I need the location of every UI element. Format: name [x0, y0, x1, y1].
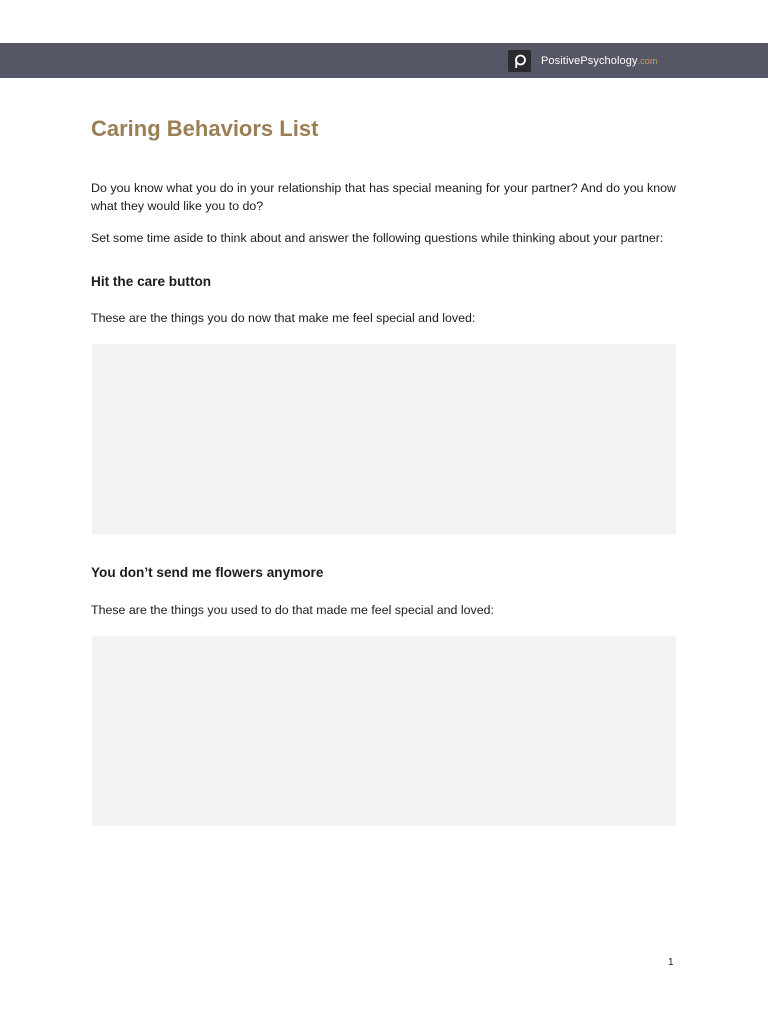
brand-tld: .com [637, 56, 658, 66]
section-prompt-care-button: These are the things you do now that make me feel special and loved: [91, 311, 476, 325]
brand-logo-link[interactable] [508, 50, 657, 72]
instruction-paragraph: Set some time aside to think about and answer the following questions while thinking about your partner: [91, 231, 664, 245]
header-bar [0, 43, 768, 78]
section-heading-flowers: You don’t send me flowers anymore [91, 565, 324, 580]
intro-paragraph: Do you know what you do in your relationship that has special meaning for your partner? And do you know what they would like you to do? [91, 181, 676, 213]
document-title: Caring Behaviors List [91, 116, 319, 141]
brand-name-main: PositivePsychology [541, 55, 638, 67]
answer-field-care-button[interactable] [92, 344, 676, 534]
section-prompt-flowers: These are the things you used to do that made me feel special and loved: [91, 603, 494, 617]
positive-psychology-p-logo-icon [508, 50, 531, 72]
brand-name [541, 55, 657, 67]
page-number: 1 [668, 957, 674, 968]
section-heading-care-button: Hit the care button [91, 274, 212, 289]
answer-field-flowers[interactable] [92, 636, 676, 826]
